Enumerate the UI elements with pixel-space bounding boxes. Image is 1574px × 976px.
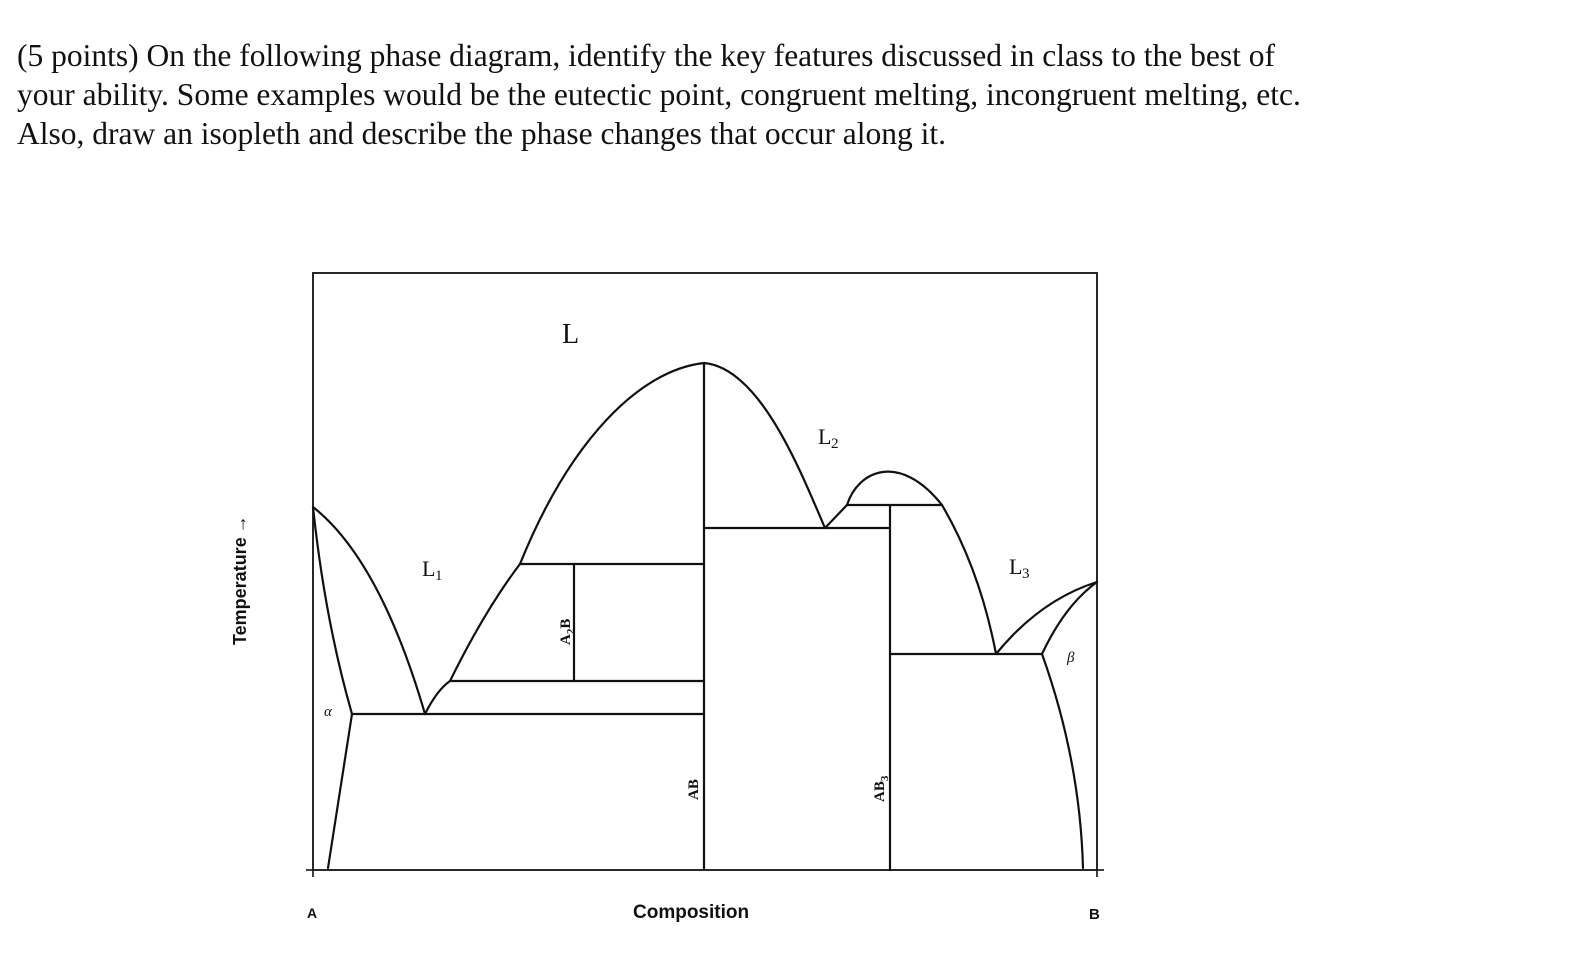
y-axis-label xyxy=(230,515,250,645)
label-liquid-3 xyxy=(1009,554,1030,582)
x-axis-end-a: A xyxy=(307,905,318,921)
label-alpha: α xyxy=(324,704,332,720)
x-axis-end-b: B xyxy=(1089,906,1100,923)
label-liquid: L xyxy=(562,319,580,350)
svg-text:L: L xyxy=(1009,554,1023,579)
svg-text:3: 3 xyxy=(1022,566,1030,582)
question-line-3: Also, draw an isopleth and describe the phase changes that occur along it. xyxy=(17,116,946,151)
liquidus-l1-upper xyxy=(450,564,520,681)
liquidus-l3-left xyxy=(942,505,996,654)
liquidus-a-side xyxy=(313,507,425,714)
svg-text:AB: AB xyxy=(686,779,702,800)
svg-text:A2B: $A_2B$ xyxy=(558,618,577,645)
svg-text:AB3: $AB_3$ xyxy=(872,775,891,802)
x-axis-label: Composition xyxy=(633,902,750,923)
liquidus-ab-right xyxy=(704,363,825,528)
liquidus-l1-lower xyxy=(425,681,450,714)
frame-ticks xyxy=(306,870,1104,877)
svg-text:L: L xyxy=(818,424,832,449)
beta-solvus-line xyxy=(1042,654,1083,868)
svg-text:2: 2 xyxy=(831,436,839,452)
liquidus-l2-short xyxy=(825,505,847,528)
svg-text:L: L xyxy=(422,556,436,581)
label-ab3 xyxy=(872,775,891,802)
liquidus-ab3-dome xyxy=(847,472,942,505)
label-ab xyxy=(686,779,702,800)
liquidus-ab-left xyxy=(520,363,704,564)
label-beta: β xyxy=(1067,650,1075,666)
label-liquid-1 xyxy=(422,556,443,584)
question-line-1: (5 points) On the following phase diagram, identify the key features discussed in class to the best of xyxy=(17,38,1275,73)
svg-text:Temperature→: Temperature→ xyxy=(230,515,250,645)
label-liquid-2 xyxy=(818,424,839,452)
alpha-solvus-line xyxy=(328,714,352,868)
question-line-2: your ability. Some examples would be the eutectic point, congruent melting, incongruent melting, etc. xyxy=(17,77,1301,112)
alpha-solidus-line xyxy=(313,507,352,714)
svg-text:1: 1 xyxy=(435,568,443,584)
